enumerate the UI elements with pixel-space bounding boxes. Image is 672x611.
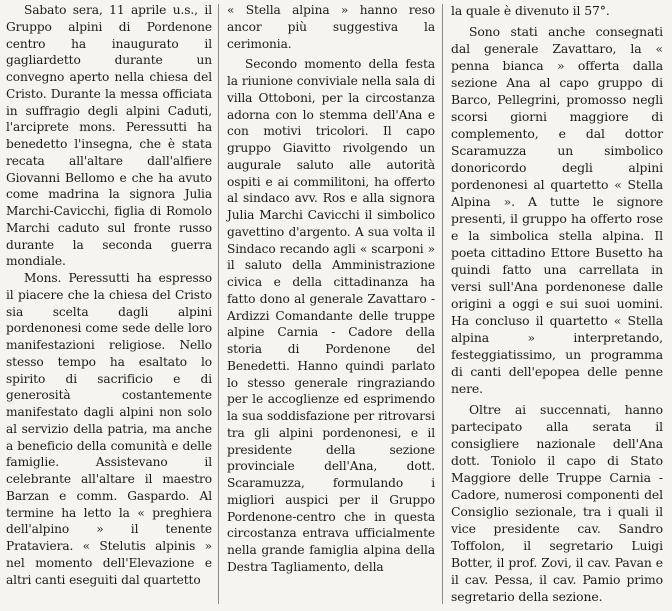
column-divider <box>442 4 443 604</box>
paragraph: Mons. Peressutti ha espresso il piacere che la chiesa del Cristo sia scelta dagli alpini pordenonesi come sede delle loro manifestazioni religiose. Nello stesso tempo ha esaltato lo spirito di sacrificio e di generosità costantemente manifestato dagli alpini non solo al servizio della patria, ma anche a beneficio della comunità e delle famiglie. Assistevano il celebrante all'altare il maestro Barzan e comm. Gaspardo. Al termine ha letto la « preghiera dell'alpino » il tenente Prataviera. « Stelutis alpinis » nel momento dell'Elevazione e altri canti eseguiti dal quartetto <box>6 271 212 587</box>
paragraph-continuation: la quale è divenuto il 57°. <box>451 3 610 18</box>
column-divider <box>218 4 219 604</box>
paragraph: Sono stati anche consegnati dal generale Zavattaro, la « penna bianca » offerta dalla sezione Ana al capo gruppo di Barco, Pellegrini, promosso negli scorsi giorni maggiore di complemento, e dal dottor Scaramuzza un simbolico donoricordo degli alpini pordenonesi al quartetto « Stella Alpina ». A tutte le signore presenti, il gruppo ha offerto rose e la simbolica stella alpina. Il poeta cittadino Ettore Busetto ha quindi fatto una carrellata in versi sull'Ana pordenonese dalle origini a oggi e sui suoi uomini. Ha concluso il quartetto « Stella alpina » interpretando, festeggiatissimo, un programma di canti dell'epopea delle penne nere. <box>451 24 663 396</box>
column-1 <box>6 2 212 588</box>
paragraph-continuation: « Stella alpina » hanno reso ancor più suggestiva la cerimonia. <box>227 3 435 51</box>
column-3 <box>451 2 663 605</box>
paragraph: Sabato sera, 11 aprile u.s., il Gruppo alpini di Pordenone centro ha inaugurato il gagliardetto durante un convegno aperto nella chiesa del Cristo. Durante la messa officiata in suffragio degli alpini Caduti, l'arciprete mons. Peressutti ha benedetto l'insegna, che è stata recata all'altare dall'alfiere Giovanni Bellomo e che ha avuto come madrina la signora Julia Marchi-Cavicchi, figlia di Romolo Marchi caduto sul fronte russo durante la seconda guerra mondiale. <box>6 3 212 269</box>
paragraph: Secondo momento della festa la riunione conviviale nella sala di villa Ottoboni, per la circostanza adorna con lo stemma dell'Ana e con motivi tricolori. Il capo gruppo Giavitto rivolgendo un augurale saluto alle autorità ospiti e ai commilitoni, ha offerto al sindaco avv. Ros e alla signora Julia Marchi Cavicchi il simbolico gavettino d'argento. A sua volta il Sindaco recando agli « scarponi » il saluto della Amministrazione civica e della cittadinanza ha fatto dono al generale Zavattaro - Ardizzi Comandante delle truppe alpine Carnia - Cadore della storia di Pordenone del Benedetti. Hanno quindi parlato lo stesso generale ringraziando per le accoglienze ed esprimendo la sua soddisfazione per ritrovarsi tra gli alpini pordenonesi, e il presidente della sezione provinciale dell'Ana, dott. Scaramuzza, formulando i migliori auspici per il Gruppo Pordenone-centro che in questa circostanza entrava ufficialmente nella grande famiglia alpina della Destra Tagliamento, della <box>227 57 435 574</box>
paragraph: Oltre ai succennati, hanno partecipato alla serata il consigliere nazionale dell'Ana dott. Toniolo il capo di Stato Maggiore delle Truppe Carnia - Cadore, numerosi componenti del Consiglio sezionale, tra i quali il vice presidente cav. Sandro Toffolon, il segretario Luigi Botter, il prof. Zovi, il cav. Pavan e il cav. Pessa, il cav. Pamio primo segretario della sezione. <box>451 402 663 604</box>
column-2 <box>227 2 435 576</box>
